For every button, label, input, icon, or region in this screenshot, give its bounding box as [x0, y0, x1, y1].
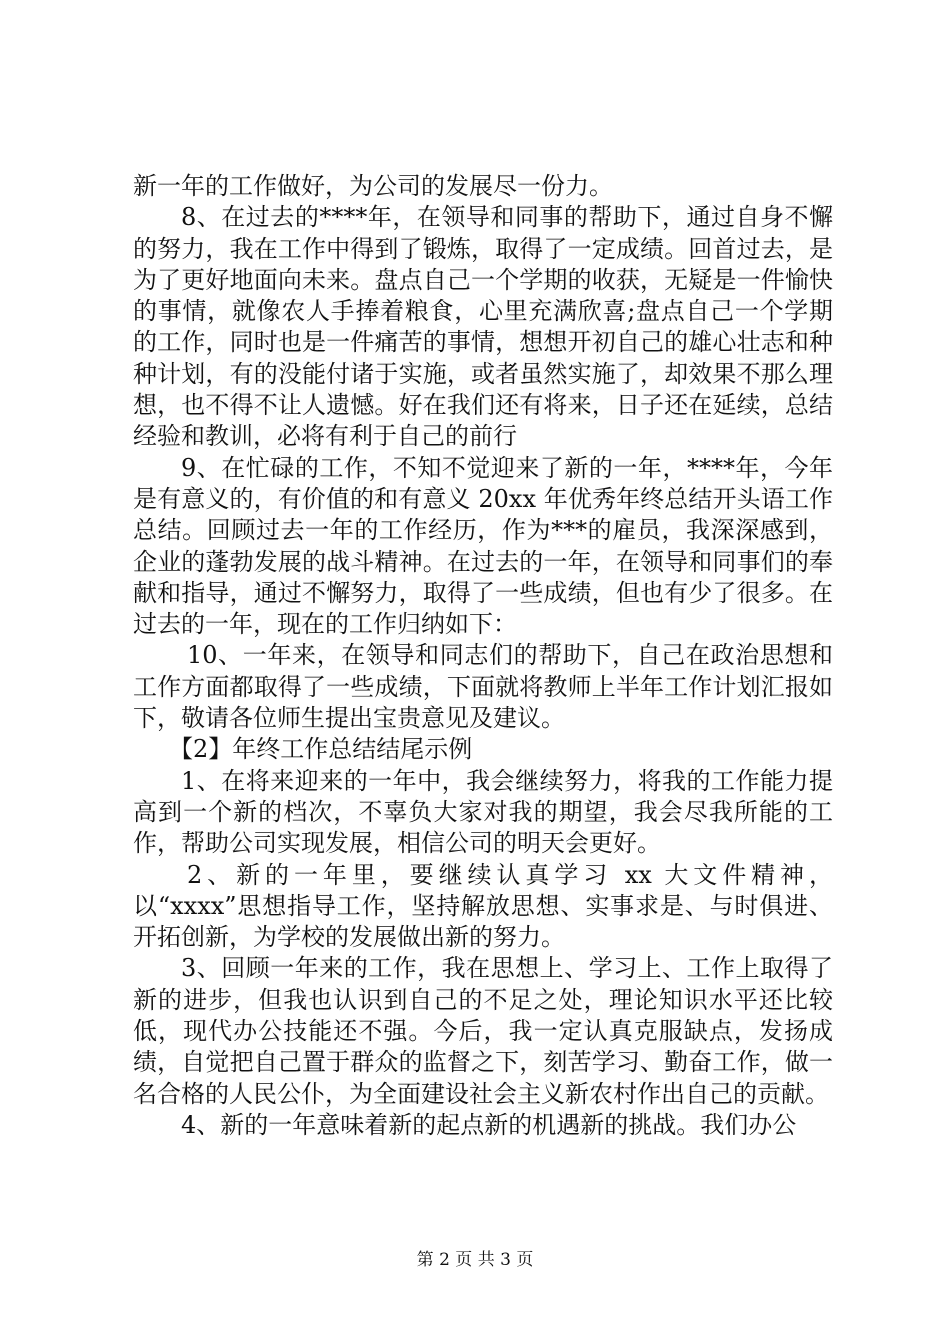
paragraph-continuation: 新一年的工作做好，为公司的发展尽一份力。: [133, 172, 613, 200]
paragraph-item-8: 8、在过去的****年，在领导和同事的帮助下，通过自身不懈的努力，我在工作中得到了锻炼，取得了一定成绩。回首过去，是为了更好地面向未来。盘点自己一个学期的收获，无疑是一件愉快的事情，就像农人手捧着粮食，心里充满欣喜;盘点自己一个学期的工作，同时也是一件痛苦的事情，想想开初自己的雄心壮志和种种计划，有的没能付诸于实施，或者虽然实施了，却效果不那么理想，也不得不让人遗憾。好在我们还有将来，日子还在延续，总结经验和教训，必将有利于自己的前行: [133, 203, 833, 451]
paragraph-ending-2: 2、新的一年里，要继续认真学习 xx 大文件精神，以“xxxx”思想指导工作，坚持解放思想、实事求是、与时俱进、开拓创新，为学校的发展做出新的努力。: [133, 860, 833, 952]
paragraph-ending-4: 4、新的一年意味着新的起点新的机遇新的挑战。我们办公: [181, 1110, 797, 1139]
document-body: [133, 171, 833, 1141]
paragraph-item-9: 9、在忙碌的工作，不知不觉迎来了新的一年，****年，今年是有意义的，有价值的和有意义 20xx 年优秀年终总结开头语工作总结。回顾过去一年的工作经历，作为***的雇员，我深深感到，企业的蓬勃发展的战斗精神。在过去的一年，在领导和同事们的奉献和指导，通过不懈努力，取得了一些成绩，但也有少了很多。在过去的一年，现在的工作归纳如下：: [133, 453, 833, 639]
paragraph-ending-1: 1、在将来迎来的一年中，我会继续努力，将我的工作能力提高到一个新的档次，不辜负大家对我的期望，我会尽我所能的工作，帮助公司实现发展，相信公司的明天会更好。: [133, 766, 833, 858]
section-heading: 【2】年终工作总结结尾示例: [169, 735, 473, 764]
paragraph-item-10: 10、一年来，在领导和同志们的帮助下，自己在政治思想和工作方面都取得了一些成绩，下面就将教师上半年工作计划汇报如下，敬请各位师生提出宝贵意见及建议。: [133, 641, 833, 733]
page-number: 第 2 页 共 3 页: [416, 1250, 534, 1270]
paragraph-ending-3: 3、回顾一年来的工作，我在思想上、学习上、工作上取得了新的进步，但我也认识到自己的不足之处，理论知识水平还比较低，现代办公技能还不强。今后，我一定认真克服缺点，发扬成绩，自觉把自己置于群众的监督之下，刻苦学习、勤奋工作，做一名合格的人民公仆，为全面建设社会主义新农村作出自己的贡献。: [133, 954, 833, 1108]
